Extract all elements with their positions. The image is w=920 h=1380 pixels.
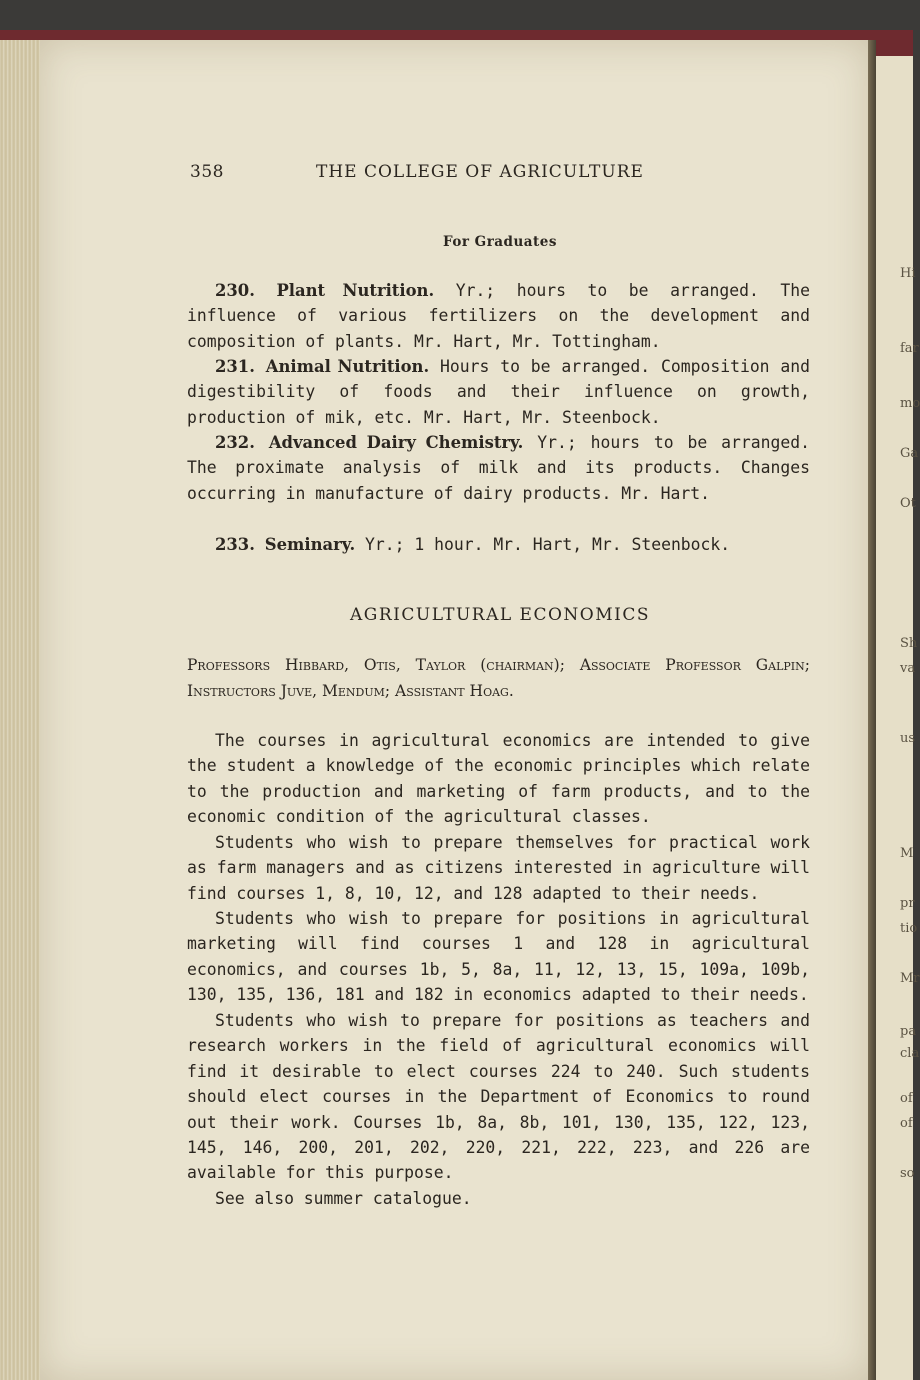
adjacent-page-fragment: Mr [900,971,920,986]
course-entry [187,430,810,506]
course-number: 230. [215,281,255,300]
adjacent-page-fragment: so [900,1166,915,1181]
adjacent-page-fragment: us [900,731,916,746]
course-entry [187,278,810,354]
page-edges [0,40,40,1380]
adjacent-page-fragment: M [900,846,914,861]
course-entry [187,354,810,430]
adjacent-page-fragment: of [900,1116,913,1131]
book-gutter [868,40,876,1380]
body-paragraph [187,1008,810,1186]
department-heading: AGRICULTURAL ECONOMICS [350,605,650,625]
adjacent-page-fragment: va [900,661,916,676]
adjacent-page-fragment: pr [900,896,915,911]
course-title: Plant Nutrition. [276,281,435,300]
adjacent-page-fragment: of [900,1091,913,1106]
adjacent-page-fragment: mo [900,396,920,411]
running-title: THE COLLEGE OF AGRICULTURE [316,162,644,182]
paragraph-text: The courses in agricultural economics are intended to give the student a knowledge of the economic principles which relate to the production and marketing of farm products, and to the economic condition of the agricultural classes. [187,731,810,827]
course-title: Animal Nutrition. [265,357,430,376]
course-description: Yr.; 1 hour. Mr. Hart, Mr. Steenbock. [365,535,731,554]
department-staff: Professors Hibbard, Otis, Taylor (chairman); Associate Professor Galpin; Instructors Juve, Mendum; Assistant Hoag. [187,656,810,700]
course-description: Hours to be arranged. Composition and digestibility of foods and their influence on growth, production of mik, etc. Mr. Hart, Mr. Steenbock. [187,357,810,427]
course-number: 232. [215,433,255,452]
body-paragraph [187,830,810,906]
adjacent-page-fragment: Ga [900,446,919,461]
paragraph-text: Students who wish to prepare themselves for practical work as farm managers and as citizens interested in agriculture will find courses 1, 8, 10, 12, and 128 adapted to their needs. [187,833,810,903]
adjacent-page-fragment: far [900,341,919,356]
adjacent-page-fragment: Hi [900,266,916,281]
adjacent-page-fragment: Ot [900,496,916,511]
paragraph-text: Students who wish to prepare for positions in agricultural marketing will find courses 1 and 128 in agricultural economics, and courses 1b, 5, 8a, 11, 12, 13, 15, 109a, 109b, 130, 135, 136, 181 and 182 in economics adapted to their needs. [187,909,810,1005]
section-heading: For Graduates [443,234,557,250]
adjacent-page-fragment: cla [900,1046,920,1061]
page-number: 358 [190,162,224,182]
adjacent-page-fragment: Sh [900,636,918,651]
course-entry [187,532,810,557]
adjacent-page [876,56,920,1380]
body-paragraph [187,906,810,1008]
paragraph-text: See also summer catalogue. [215,1189,472,1208]
course-description: Yr.; hours to be arranged. The proximate analysis of milk and its products. Changes occurring in manufacture of dairy products. Mr. Hart. [187,433,810,503]
paragraph-text: Students who wish to prepare for positions as teachers and research workers in the field of agricultural economics will find it desirable to elect courses 224 to 240. Such students should elect courses in the Department of Economics to round out their work. Courses 1b, 8a, 8b, 101, 130, 135, 122, 123, 145, 146, 200, 201, 202, 220, 221, 222, 223, and 226 are available for this purpose. [187,1011,810,1183]
course-title: Advanced Dairy Chemistry. [268,433,524,452]
adjacent-page-fragment: pa [900,1024,917,1039]
course-number: 233. [215,535,255,554]
adjacent-page-fragment: tio [900,921,918,936]
course-number: 231. [215,357,255,376]
body-paragraph [187,728,810,830]
course-title: Seminary. [264,535,356,554]
course-description: Yr.; hours to be arranged. The influence of various fertilizers on the development and composition of plants. Mr. Hart, Mr. Tottingham. [187,281,811,351]
body-paragraph [187,1186,810,1211]
